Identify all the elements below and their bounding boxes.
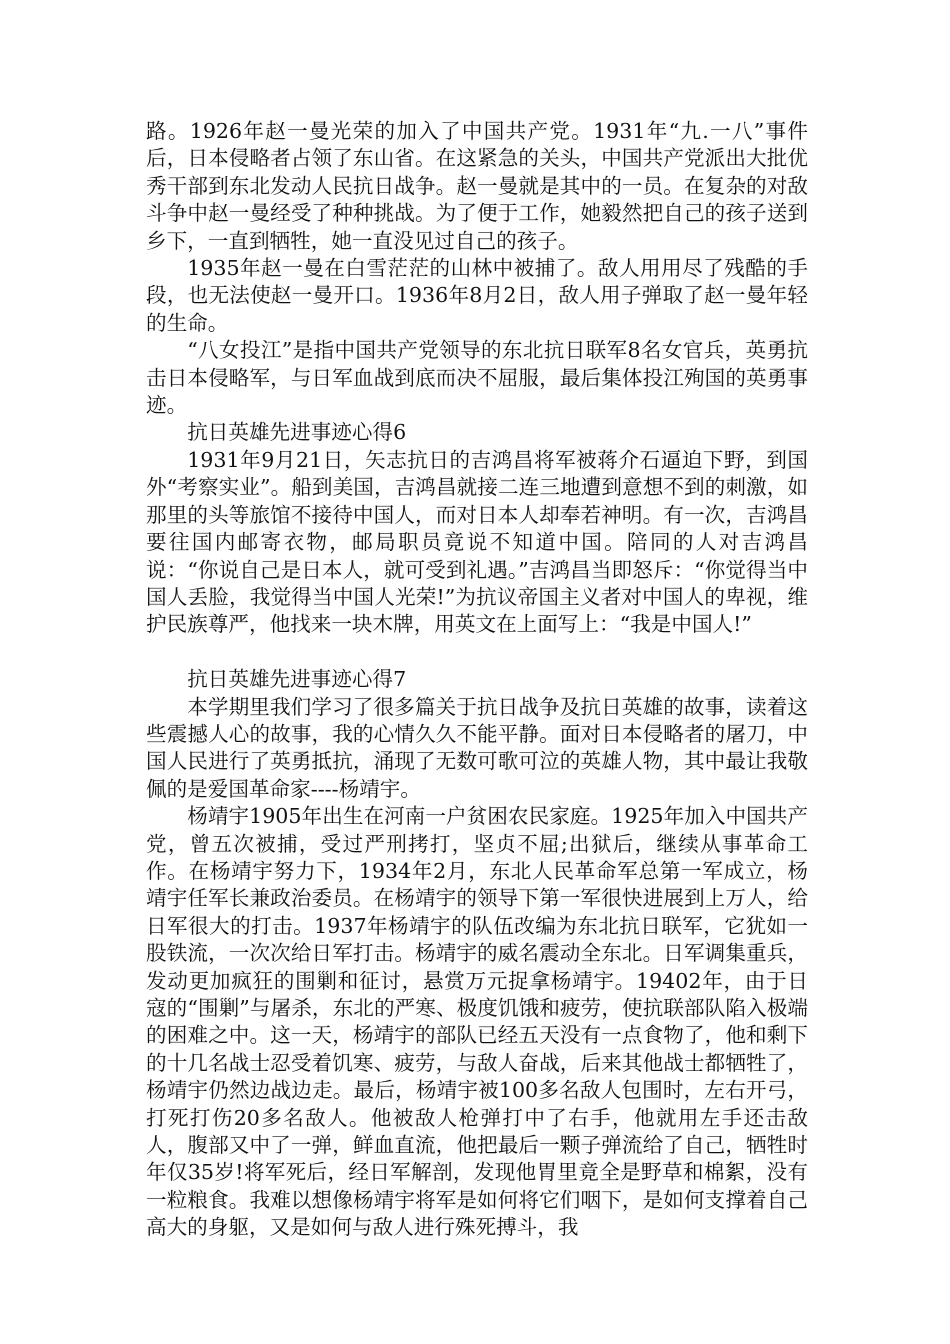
section-heading-6: 抗日英雄先进事迹心得6 xyxy=(187,420,407,445)
document-page xyxy=(146,118,808,1242)
paragraph-yang-jingyu: 杨靖宇1905年出生在河南一户贫困农民家庭。1925年加入中国共产党，曾五次被捕，受过严刑拷打，坚贞不屈;出狱后，继续从事革命工作。在杨靖宇努力下，1934年2月，东北人民革命军总第一军成立，杨靖宇任军长兼政治委员。在杨靖宇的领导下第一军很快进展到上万人，给日军很大的打击。1937年杨靖宇的队伍改编为东北抗日联军，它犹如一股铁流，一次次给日军打击。杨靖宇的威名震动全东北。日军调集重兵，发动更加疯狂的围剿和征讨，悬赏万元捉拿杨靖宇。19402年，由于日寇的“围剿”与屠杀，东北的严寒、极度饥饿和疲劳，使抗联部队陷入极端的困难之中。这一天，杨靖宇的部队已经五天没有一点食物了，他和剩下的十几名战士忍受着饥寒、疲劳，与敌人奋战，后来其他战士都牺牲了，杨靖宇仍然边战边走。最后，杨靖宇被100多名敌人包围时，左右开弓，打死打伤20多名敌人。他被敌人枪弹打中了右手，他就用左手还击敌人，腹部又中了一弹，鲜血直流，他把最后一颗子弹流给了自己，牺牲时年仅35岁!将军死后，经日军解剖，发现他胃里竟全是野草和棉絮，没有一粒粮食。我难以想像杨靖宇将军是如何将它们咽下，是如何支撑着自己高大的身躯，又是如何与敌人进行殊死搏斗，我 xyxy=(146,804,808,1240)
paragraph-zhao-yiman-capture: 1935年赵一曼在白雪茫茫的山林中被捕了。敌人用用尽了残酷的手段，也无法使赵一曼开口。1936年8月2日，敌人用子弹取了赵一曼年轻的生命。 xyxy=(146,256,808,335)
paragraph-zhao-yiman-biography: 路。1926年赵一曼光荣的加入了中国共产党。1931年“九.一八”事件后，日本侵略者占领了东山省。在这紧急的关头，中国共产党派出大批优秀干部到东北发动人民抗日战争。赵一曼就是其中的一员。在复杂的对敌斗争中赵一曼经受了种种挑战。为了便于工作，她毅然把自己的孩子送到乡下，一直到牺牲，她一直没见过自己的孩子。 xyxy=(146,119,808,253)
paragraph-ji-hongchang: 1931年9月21日，矢志抗日的吉鸿昌将军被蒋介石逼迫下野，到国外“考察实业”。船到美国，吉鸿昌就接二连三地遭到意想不到的刺激，如那里的头等旅馆不接待中国人，而对日本人却奉若神明。有一次，吉鸿昌要往国内邮寄衣物，邮局职员竟说不知道中国。陪同的人对吉鸿昌说：“你说自己是日本人，就可受到礼遇。”吉鸿昌当即怒斥：“你觉得当中国人丢脸，我觉得当中国人光荣!”为抗议帝国主义者对中国人的卑视，维护民族尊严，他找来一块木牌，用英文在上面写上：“我是中国人!” xyxy=(146,447,808,637)
section-heading-7: 抗日英雄先进事迹心得7 xyxy=(187,667,407,692)
paragraph-semester-reflection: 本学期里我们学习了很多篇关于抗日战争及抗日英雄的故事，读着这些震撼人心的故事，我的心情久久不能平静。面对日本侵略者的屠刀，中国人民进行了英勇抵抗，涌现了无数可歌可泣的英雄人物，其中最让我敬佩的是爱国革命家----杨靖宇。 xyxy=(146,694,808,801)
paragraph-eight-women: “八女投江”是指中国共产党领导的东北抗日联军8名女官兵，英勇抗击日本侵略军，与日军血战到底而决不屈服，最后集体投江殉国的英勇事迹。 xyxy=(146,338,808,418)
blank-line xyxy=(146,639,808,666)
